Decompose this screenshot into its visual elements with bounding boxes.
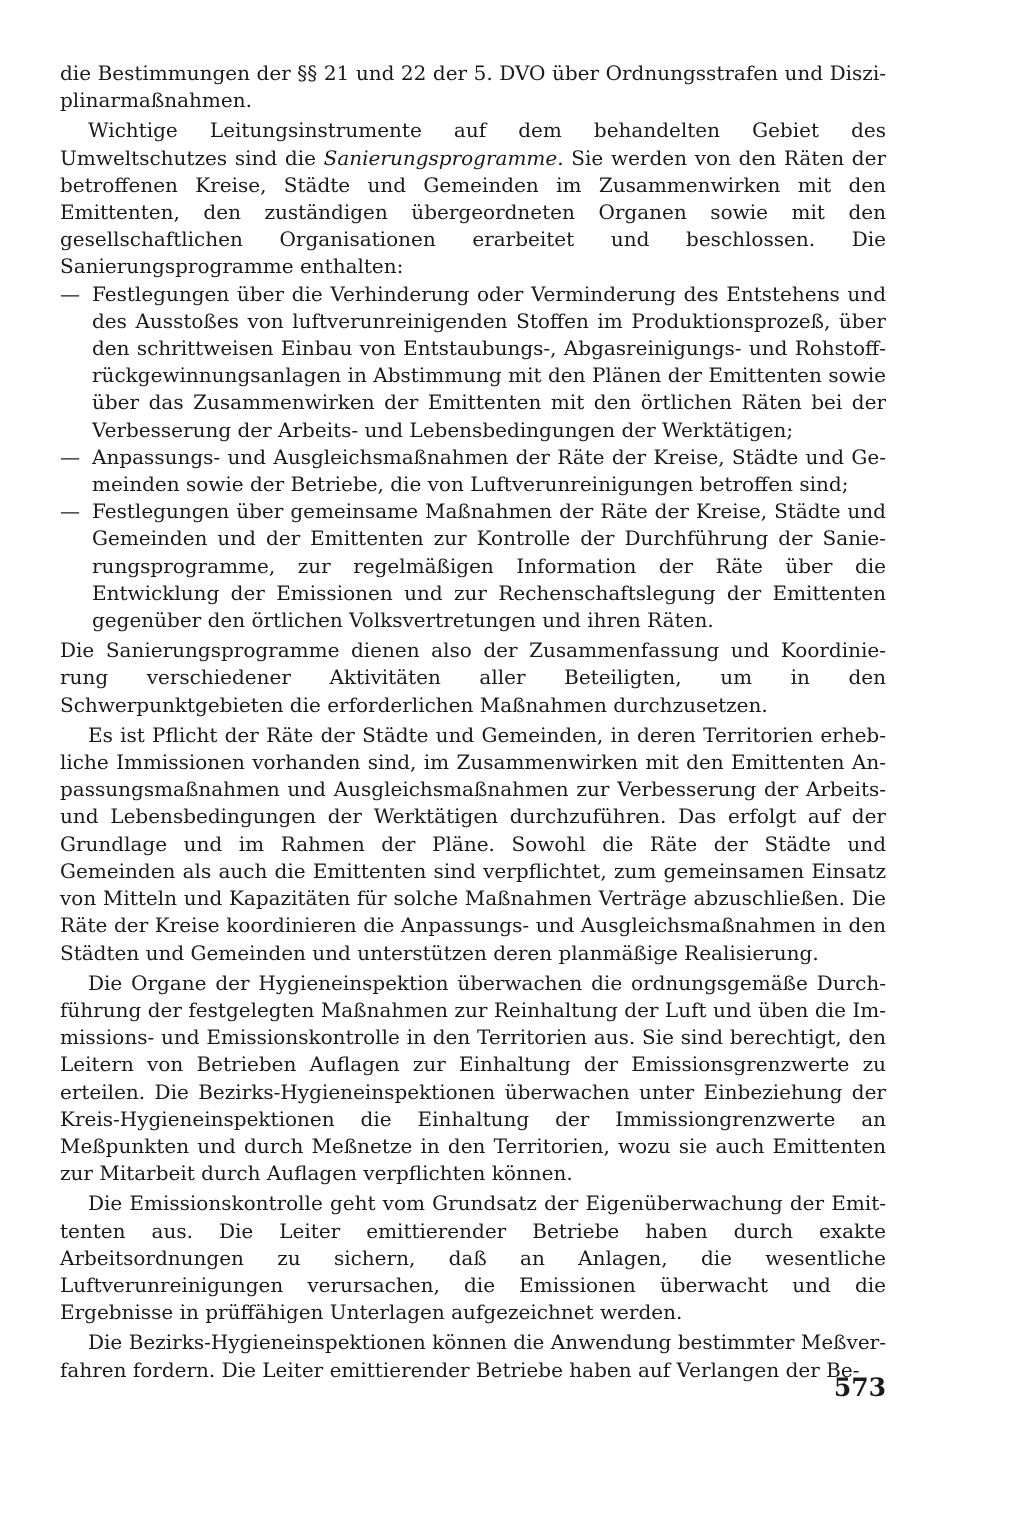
paragraph-measurement-methods: Die Bezirks-Hygieneinspektionen können die Anwendung bestimmter Meßverfahren fordern. Die Leiter emittierender Betriebe haben auf Verlangen der Be- xyxy=(60,1330,886,1382)
paragraph-coordination: Die Sanierungsprogramme dienen also der Zusammenfassung und Koordinierung verschiedener Aktivitäten aller Beteiligten, um in den Schwerpunktgebieten die erforderlichen Maßnahmen durchzusetzen. xyxy=(60,638,886,717)
paragraph-opening: die Bestimmungen der §§ 21 und 22 der 5. DVO über Ordnungsstrafen und Disziplinarmaßnahmen. xyxy=(60,61,886,113)
page-body xyxy=(60,60,886,1384)
list-item-text: Anpassungs- und Ausgleichsmaßnahmen der Räte der Kreise, Städte und Gemeinden sowie der Betriebe, die von Luftverunreinigungen betroffen sind; xyxy=(92,444,886,497)
paragraph-hygiene-inspection: Die Organe der Hygieneinspektion überwachen die ordnungsgemäße Durchführung der festgelegten Maßnahmen zur Reinhaltung der Luft und üben die Immissions- und Emissionskontrolle in den Territorien aus. Sie sind berechtigt, den Leitern von Betrieben Auflagen zur Einhaltung der Emissionsgrenzwerte zu erteilen. Die Bezirks-Hygieneinspektionen überwachen unter Einbeziehung der Kreis-Hygieneinspektionen die Einhaltung der Immissiongrenzwerte an Meßpunkten und durch Meßnetze in den Territorien, wozu sie auch Emittenten zur Mitarbeit durch Auflagen verpflichten können. xyxy=(60,970,886,1186)
page-number: 573 xyxy=(833,1373,886,1402)
bullet-dash: — xyxy=(60,499,80,524)
list-item-text: Festlegungen über gemeinsame Maßnahmen der Räte der Kreise, Städte und Gemeinden und der Emittenten zur Kontrolle der Durchführung der Sanierungsprogramme, zur regelmäßigen Information der Räte über die Entwicklung der Emissionen und zur Rechenschaftslegung der Emittenten gegenüber den örtlichen Volksvertretungen und ihren Räten. xyxy=(92,499,886,633)
bullet-dash: — xyxy=(60,281,80,306)
list-item xyxy=(60,281,886,444)
list-item xyxy=(60,498,886,634)
list-item-text: Festlegungen über die Verhinderung oder Verminderung des Entstehens und des Ausstoßes von luftverunreinigenden Stoffen im Produktionsprozeß, über den schrittweisen Einbau von Entstaubungs-, Abgasreinigungs- und Rohstoffrückgewinnungsanlagen in Abstimmung mit den Plänen der Emittenten sowie über das Zusammenwirken der Emittenten mit den örtlichen Räten bei der Verbesserung der Arbeits- und Lebensbedingungen der Werktätigen; xyxy=(92,281,886,442)
emphasized-term: Sanierungsprogramme. xyxy=(323,145,564,170)
program-contents-list xyxy=(60,281,886,635)
paragraph-2-end: Sie werden von den Räten der betroffenen Kreise, Städte und Gemeinden im Zusammenwirken mit den Emittenten, den zuständigen übergeordneten Organen sowie mit den gesellschaftlichen Organisationen erarbeitet und beschlossen. Die Sanierungsprogramme enthalten: xyxy=(60,145,886,279)
bullet-dash: — xyxy=(60,444,80,469)
list-item xyxy=(60,444,886,498)
paragraph-council-duties: Es ist Pflicht der Räte der Städte und Gemeinden, in deren Territorien erhebliche Immissionen vorhanden sind, im Zusammenwirken mit den Emittenten Anpassungsmaßnahmen und Ausgleichsmaßnahmen zur Verbesserung der Arbeits- und Lebensbedingungen der Werktätigen durchzuführen. Das erfolgt auf der Grundlage und im Rahmen der Pläne. Sowohl die Räte der Städte und Gemeinden als auch die Emittenten sind verpflichtet, zum gemeinsamen Einsatz von Mitteln und Kapazitäten für solche Maßnahmen Verträge abzuschließen. Die Räte der Kreise koordinieren die Anpassungs- und Ausgleichsmaßnahmen in den Städten und Gemeinden und unterstützen deren planmäßige Realisierung. xyxy=(60,722,886,965)
paragraph-2-start: Wichtige Leitungsinstrumente auf dem behandelten Gebiet des Umweltschutzes sind die xyxy=(60,118,886,170)
paragraph-emission-control: Die Emissionskontrolle geht vom Grundsatz der Eigenüberwachung der Emittenten aus. Die Leiter emittierender Betriebe haben durch exakte Arbeitsordnungen zu sichern, daß an Anlagen, die wesentliche Luftverunreinigungen verursachen, die Emissionen überwacht und die Ergebnisse in prüffähigen Unterlagen aufgezeichnet werden. xyxy=(60,1191,886,1325)
paragraph-sanierungsprogramme xyxy=(60,117,886,280)
